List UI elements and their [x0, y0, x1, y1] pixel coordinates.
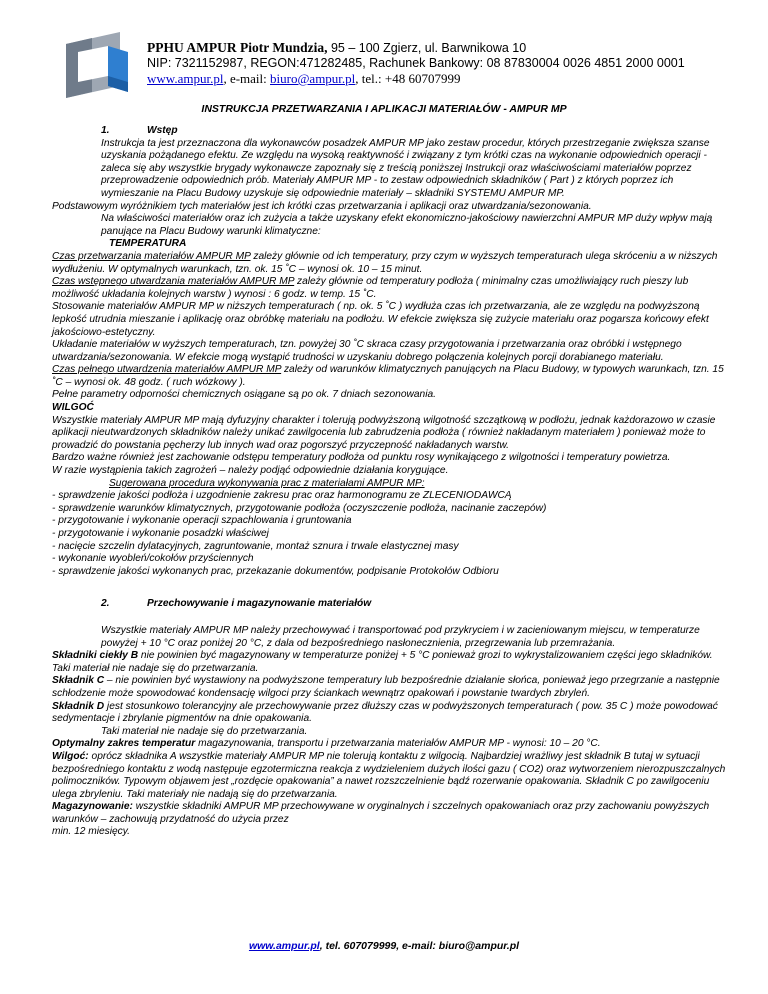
paragraph: Wszystkie materiały AMPUR MP mają dyfuzyjny charakter i tolerują podwyższoną wilgotność szczątkową w podłożu, jednak każdorazowo w czasie aplikacji nieutwardzonych składników należy unikać zawilgocenia lub zabrudzenia podłoża ( również nakładanym materiałem ) ponieważ może to prowadzić do powstania pęcherzy lub innych wad oraz pogorszyć przyczepność nakładanych warstw.: [52, 414, 716, 451]
paragraph: Na właściwości materiałów oraz ich zużycia a także uzyskany efekt ekonomiczno-jakościowy nawierzchni AMPUR MP duży wpływ mają panujące na Placu Budowy warunki klimatyczne:: [101, 213, 713, 237]
company-address: 95 – 100 Zgierz, ul. Barwnikowa 10: [327, 41, 527, 55]
text: – nie powinien być wystawiony na podwyższone temperatury lub bezpośrednie działanie słońca, ponieważ jego przegrzanie a następnie schłodzenie może spowodować kondensację wilgoci przy ściankach wewnątrz opakowań i powstanie twardych zbryleń.: [52, 675, 720, 699]
paragraph: [52, 675, 732, 700]
underlined-phrase: Sugerowana procedura wykonywania prac z materiałami AMPUR MP:: [109, 477, 425, 489]
paragraph: [52, 801, 732, 826]
contact-line: [147, 71, 685, 86]
paragraph: Pełne parametry odporności chemicznych osiągane są po ok. 7 dniach sezonowania.: [52, 389, 436, 401]
bold-phrase: Magazynowanie:: [52, 801, 133, 813]
subheading-temperature: TEMPERATURA: [109, 238, 187, 250]
paragraph: [52, 364, 732, 389]
spacer: [52, 611, 732, 625]
spacer: [52, 578, 732, 598]
underlined-phrase: Czas pełnego utwardzenia materiałów AMPUR MP: [52, 364, 282, 376]
paragraph: Instrukcja ta jest przeznaczona dla wykonawców posadzek AMPUR MP jako zestaw procedur, których przestrzeganie zwiększa szanse uzyskania pożądanego efektu. Ze względu na wysoką reaktywność i związany z tym krótki czas na wykonanie odpowiednich operacji - zaleca się aby wszystkie brygady wykonawcze zapoznały się z treścią poniższej Instrukcji oraz właściwościami materiałów poprzez przeprowadzenie odpowiednich prób. Materiały AMPUR MP - to zestaw odpowiednich składników ( Part ) z których poprzez ich wymieszanie na Placu Budowy uzyskuje się odpowiednie materiały – składniki SYSTEMU AMPUR MP.: [101, 137, 710, 199]
bold-phrase: Składnik D: [52, 700, 105, 712]
page-footer: [0, 940, 768, 952]
bold-phrase: Składniki ciekły B: [52, 650, 139, 662]
footer-website-link[interactable]: www.ampur.pl: [248, 940, 320, 952]
text: oprócz składnika A wszystkie materiały AMPUR MP nie tolerują kontaktu z wilgocią. Najbardziej wrażliwy jest składnik B tutaj w sytuacji bezpośredniego kontaktu z wodą następuje egzotermiczna reakcja z wydzieleniem dużych ilości gazu ( CO2) oraz wytworzeniem nierozpuszczalnych polimoczników. Typowym objawem jest „rozdęcie opakowania” a nawet rozszczelnienie bądź rozerwanie opakowania. Składnik C po zawilgoceniu ulega zbryleniu. Taki materiały nie nadają się do przetwarzania.: [52, 750, 726, 800]
company-logo: [62, 30, 134, 102]
section-number: 1.: [101, 125, 110, 136]
paragraph: Układanie materiałów w wyższych temperaturach, tzn. powyżej 30 ˚C skraca czasy przygotowania i przetwarzania oraz obróbki i wstępnego utwardzania/sezonowania. W efekcie mogą wystąpić trudności w uzyskaniu dobrego połączenia kolejnych porcji dorabianego materiału.: [52, 339, 682, 363]
footer-contact: , tel. 607079999, e-mail: biuro@ampur.pl: [319, 940, 520, 952]
section-2-heading: [52, 598, 732, 611]
paragraph: [52, 701, 732, 726]
text: zależy od warunków klimatycznych panujących na Placu Budowy, w typowych warunkach, tzn. 15 ˚C – wynosi ok. 48 godz. ( ruch wózkowy ).: [52, 364, 724, 388]
section-1-heading: [52, 125, 732, 138]
section-title: Przechowywanie i magazynowanie materiałów: [147, 598, 372, 610]
paragraph: Stosowanie materiałów AMPUR MP w niższych temperaturach ( np. ok. 5 ˚C ) wydłuża czas ich przetwarzania, ale ze względu na podwyższoną lepkość utrudnia mieszanie i aplikację oraz obróbkę materiału na podłożu. W efekcie zwiększa się zużycie materiału oraz pogarsza końcowy efekt jakościowo-estetyczny.: [52, 301, 709, 338]
bold-phrase: Optymalny zakres temperatur: [52, 738, 196, 750]
paragraph: Taki materiał nie nadaje się do przetwarzania.: [101, 725, 308, 737]
letterhead-text: [147, 40, 685, 86]
subheading-humidity: WILGOĆ: [52, 402, 94, 414]
paragraph: Wszystkie materiały AMPUR MP należy przechowywać i transportować pod przykryciem i w zacieniowanym miejscu, w temperaturze powyżej + 10 °C oraz poniżej 20 °C, z dala od bezpośredniego nasłonecznienia, przegrzewania lub przemrażania.: [101, 624, 700, 649]
underlined-phrase: Czas przetwarzania materiałów AMPUR MP: [52, 250, 251, 262]
text: jest stosunkowo tolerancyjny ale przechowywanie przez dłuższy czas w podwyższonych temperaturach ( pow. 35 C ) może powodować sedymentacje i zbrylanie pigmentów na dnie opakowania.: [52, 700, 718, 725]
email-link[interactable]: biuro@ampur.pl: [270, 71, 356, 86]
procedure-heading: [52, 478, 732, 491]
phone-number: , tel.: +48 60707999: [355, 71, 461, 86]
section-title: Wstęp: [147, 125, 178, 136]
paragraph: [52, 738, 732, 751]
list-item: - sprawdzenie warunków klimatycznych, przygotowanie podłoża (oczyszczenie podłoża, nacinanie zaczepów): [52, 502, 547, 514]
company-line: [147, 40, 685, 56]
procedure-list: [52, 490, 732, 578]
paragraph: Podstawowym wyróżnikiem tych materiałów jest ich krótki czas przetwarzania i aplikacji oraz utwardzania/sezonowania.: [52, 200, 592, 212]
list-item: - sprawdzenie jakości podłoża i uzgodnienie zakresu prac oraz harmonogramu ze ZLECENIODAWCĄ: [52, 490, 512, 502]
bold-phrase: Składnik C: [52, 675, 105, 687]
text: magazynowania, transportu i przetwarzania materiałów AMPUR MP - wynosi: 10 – 20 °C.: [195, 738, 601, 750]
paragraph: Bardzo ważne również jest zachowanie odstępu temperatury podłoża od punktu rosy wynikającego z wilgotności i temperatury powietrza.: [52, 452, 671, 464]
underlined-phrase: Czas wstępnego utwardzania materiałów AMPUR MP: [52, 276, 295, 288]
list-item: - sprawdzenie jakości wykonanych prac, przekazanie dokumentów, podpisanie Protokołów Odbioru: [52, 565, 499, 577]
bold-phrase: Wilgoć:: [52, 750, 89, 762]
list-item: - nacięcie szczelin dylatacyjnych, zagruntowanie, montaż sznura i trwale elastycznej masy: [52, 540, 459, 552]
text: zależy głównie od ich temperatury, przy czym w wyższych temperaturach ulega skróceniu a w niższych wydłużeniu. W optymalnych warunkach, tzn. ok. 15 ˚C – wynosi ok. 10 – 15 minut.: [52, 250, 718, 275]
list-item: - przygotowanie i wykonanie posadzki właściwej: [52, 528, 269, 539]
list-item: - wykonanie wyobleń/cokołów przyściennych: [52, 553, 254, 565]
paragraph: W razie wystąpienia takich zagrożeń – należy podjąć odpowiednie działania korygujące.: [52, 465, 449, 477]
company-name: PPHU AMPUR Piotr Mundzia,: [147, 40, 328, 55]
website-link[interactable]: www.ampur.pl: [147, 71, 224, 86]
paragraph: [52, 751, 732, 801]
paragraph: [52, 251, 732, 276]
text: wszystkie składniki AMPUR MP przechowywane w oryginalnych i szczelnych opakowaniach oraz przy zachowaniu powyższych warunków – zachowują przydatność do użycia przez: [52, 801, 710, 825]
text: zależy głównie od temperatury podłoża ( minimalny czas umożliwiający ruch pieszy lub możliwość układania kolejnych warstw ) wynosi : 6 godz. w temp. 15 ˚C.: [52, 276, 689, 300]
email-label: , e-mail:: [223, 71, 271, 86]
list-item: - przygotowanie i wykonanie operacji szpachlowania i gruntowania: [52, 515, 352, 527]
paragraph: min. 12 miesięcy.: [52, 826, 130, 838]
text: nie powinien być magazynowany w temperaturze poniżej + 5 °C ponieważ grozi to wykrystalizowaniem części jego składników. Taki materiał nie nadaje się do przetwarzania.: [52, 650, 713, 674]
document-title: INSTRUKCJA PRZETWARZANIA I APLIKACJI MATERIAŁÓW - AMPUR MP: [201, 103, 567, 115]
letterhead: [0, 0, 768, 100]
section-number: 2.: [101, 598, 110, 610]
paragraph: [52, 650, 732, 675]
document-body: [52, 125, 732, 839]
paragraph: [52, 276, 732, 301]
registry-line: NIP: 7321152987, REGON:471282485, Rachunek Bankowy: 08 87830004 0026 4851 2000 0001: [147, 56, 685, 70]
